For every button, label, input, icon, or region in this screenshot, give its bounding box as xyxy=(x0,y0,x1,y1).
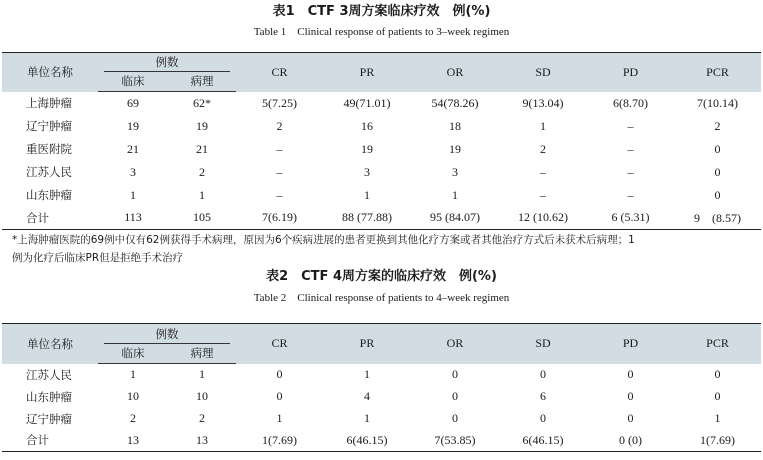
cell-clinical: 21 xyxy=(127,141,139,156)
header-cr: CR xyxy=(236,53,323,92)
cell-pd: – xyxy=(627,187,634,202)
header-cr: CR xyxy=(236,324,323,364)
cell-pr: 6(46.15) xyxy=(323,430,411,452)
header-cases: 例数 xyxy=(98,53,236,72)
cell-pcr: 0 xyxy=(714,187,721,202)
cell-or: 54(78.26) xyxy=(431,95,479,110)
cell-sd: 0 xyxy=(540,367,546,381)
cell-cr: 0 xyxy=(276,389,283,403)
table-row-total xyxy=(2,207,761,230)
table2 xyxy=(2,323,761,452)
cell-sd: 6 xyxy=(540,389,546,403)
table-row xyxy=(2,408,761,430)
table1-title-en: Table 1 Clinical response of patients to 3–week regimen xyxy=(253,26,510,38)
cell-pcr: 9 (8.57) xyxy=(674,207,761,230)
table-row xyxy=(2,161,761,184)
table-row xyxy=(2,364,761,386)
cell-cr: 2 xyxy=(276,118,283,133)
cell-pr: 1 xyxy=(364,367,370,381)
cell-pathology: 13 xyxy=(168,430,236,452)
cell-pathology: 105 xyxy=(168,207,236,230)
cell-clinical: 113 xyxy=(98,207,168,230)
row-unit-name: 合计 xyxy=(2,430,98,452)
table-row xyxy=(2,386,761,408)
table-row xyxy=(2,92,761,115)
cell-cr: 7(6.19) xyxy=(236,207,323,230)
header-unit: 单位名称 xyxy=(2,53,98,92)
cell-pathology: 2 xyxy=(199,164,205,179)
cell-cr: 1(7.69) xyxy=(236,430,323,452)
header-sd: SD xyxy=(499,53,587,92)
table-row xyxy=(2,115,761,138)
cell-pr: 49(71.01) xyxy=(343,95,391,110)
cell-or: 1 xyxy=(452,187,458,202)
cell-pd: – xyxy=(627,118,634,133)
cell-sd: 0 xyxy=(540,411,546,425)
cell-pd: 0 (0) xyxy=(587,430,674,452)
cell-pr: 88 (77.88) xyxy=(323,207,411,230)
cell-pd: 0 xyxy=(627,411,634,425)
cell-cr: – xyxy=(276,164,283,179)
cell-pathology: 10 xyxy=(196,389,208,403)
header-pd: PD xyxy=(587,53,674,92)
table1-title-cn: 表1 CTF 3周方案临床疗效 例(%) xyxy=(272,4,491,19)
cell-or: 3 xyxy=(452,164,458,179)
table1 xyxy=(2,52,761,230)
header-pcr: PCR xyxy=(674,324,761,364)
table1-footnote xyxy=(12,231,758,267)
cell-or: 0 xyxy=(452,367,458,381)
cell-cr: – xyxy=(276,141,283,156)
header-pathology: 病理 xyxy=(168,344,236,364)
cell-pathology: 21 xyxy=(196,141,208,156)
header-pr: PR xyxy=(323,53,411,92)
row-unit-name: 山东肿瘤 xyxy=(26,188,72,202)
row-unit-name: 上海肿瘤 xyxy=(26,96,72,110)
row-unit-name: 山东肿瘤 xyxy=(26,389,72,404)
cell-or: 0 xyxy=(452,411,458,425)
cell-pd: 6(8.70) xyxy=(613,95,648,110)
cell-pr: 1 xyxy=(364,187,370,202)
cell-clinical: 19 xyxy=(127,118,139,133)
cell-cr: 1 xyxy=(276,411,283,425)
cell-cr: 5(7.25) xyxy=(262,95,297,110)
cell-pr: 4 xyxy=(364,389,370,403)
header-cases: 例数 xyxy=(98,324,236,344)
cell-pathology: 2 xyxy=(199,411,205,425)
cell-pd: 6 (5.31) xyxy=(587,207,674,230)
table2-title-en: Table 2 Clinical response of patients to 4–week regimen xyxy=(253,292,510,304)
cell-sd: 2 xyxy=(540,141,546,156)
row-unit-name: 辽宁肿瘤 xyxy=(26,411,72,426)
cell-pcr: 1(7.69) xyxy=(674,430,761,452)
cell-clinical: 10 xyxy=(127,389,139,403)
table-row-total xyxy=(2,430,761,452)
cell-sd: – xyxy=(540,164,546,179)
cell-cr: – xyxy=(276,187,283,202)
cell-pcr: 2 xyxy=(714,118,721,133)
header-pathology: 病理 xyxy=(168,72,236,92)
header-clinical: 临床 xyxy=(98,72,168,92)
cell-pathology: 1 xyxy=(199,367,205,382)
cell-pathology: 62* xyxy=(193,95,211,110)
table-row xyxy=(2,138,761,161)
cell-pcr: 0 xyxy=(714,389,721,403)
table-row xyxy=(2,184,761,207)
header-sd: SD xyxy=(499,324,587,364)
cell-clinical: 1 xyxy=(130,187,136,202)
cell-pd: – xyxy=(627,141,634,156)
cell-sd: 12 (10.62) xyxy=(499,207,587,230)
header-or: OR xyxy=(411,53,499,92)
cell-clinical: 1 xyxy=(130,367,136,382)
cell-clinical: 2 xyxy=(130,411,136,425)
row-unit-name: 合计 xyxy=(2,207,98,230)
cell-or: 7(53.85) xyxy=(411,430,499,452)
header-clinical: 临床 xyxy=(98,344,168,364)
cell-or: 95 (84.07) xyxy=(411,207,499,230)
cell-or: 0 xyxy=(452,389,458,403)
cell-pcr: 0 xyxy=(714,164,721,179)
cell-pr: 1 xyxy=(364,411,370,425)
cell-pr: 19 xyxy=(361,141,373,156)
cell-sd: 9(13.04) xyxy=(522,95,564,110)
cell-or: 19 xyxy=(449,141,461,156)
cell-pcr: 0 xyxy=(714,141,721,156)
cell-or: 18 xyxy=(449,118,461,133)
table2-title-cn: 表2 CTF 4周方案的临床疗效 例(%) xyxy=(266,269,497,284)
cell-pr: 16 xyxy=(361,118,373,133)
cell-sd: 1 xyxy=(540,118,546,133)
cell-cr: 0 xyxy=(276,367,283,381)
footnote-line: 例为化疗后临床PR但是拒绝手术治疗 xyxy=(12,252,184,264)
header-pr: PR xyxy=(323,324,411,364)
cell-sd: 6(46.15) xyxy=(499,430,587,452)
cell-pd: 0 xyxy=(627,389,634,403)
cell-pcr: 7(10.14) xyxy=(697,95,738,110)
header-or: OR xyxy=(411,324,499,364)
header-unit: 单位名称 xyxy=(2,324,98,364)
footnote-line: *上海肿瘤医院的69例中仅有62例获得手术病理，原因为6个疾病进展的患者更换到其他化疗方案或者其他治疗方式后未获术后病理；1 xyxy=(12,234,635,246)
cell-pr: 3 xyxy=(364,164,370,179)
header-pd: PD xyxy=(587,324,674,364)
header-pcr: PCR xyxy=(674,53,761,92)
cell-sd: – xyxy=(540,187,546,202)
row-unit-name: 江苏人民 xyxy=(26,165,72,179)
cell-pd: 0 xyxy=(627,367,634,381)
cell-pcr: 0 xyxy=(714,367,721,381)
row-unit-name: 重医附院 xyxy=(26,142,72,156)
cell-pd: – xyxy=(627,164,634,179)
cell-clinical: 3 xyxy=(130,164,136,179)
cell-pathology: 19 xyxy=(196,118,208,133)
cell-pathology: 1 xyxy=(199,187,205,202)
cell-clinical: 69 xyxy=(127,95,139,110)
cell-pcr: 1 xyxy=(714,411,721,425)
row-unit-name: 辽宁肿瘤 xyxy=(26,119,72,133)
row-unit-name: 江苏人民 xyxy=(26,367,72,382)
cell-clinical: 13 xyxy=(98,430,168,452)
